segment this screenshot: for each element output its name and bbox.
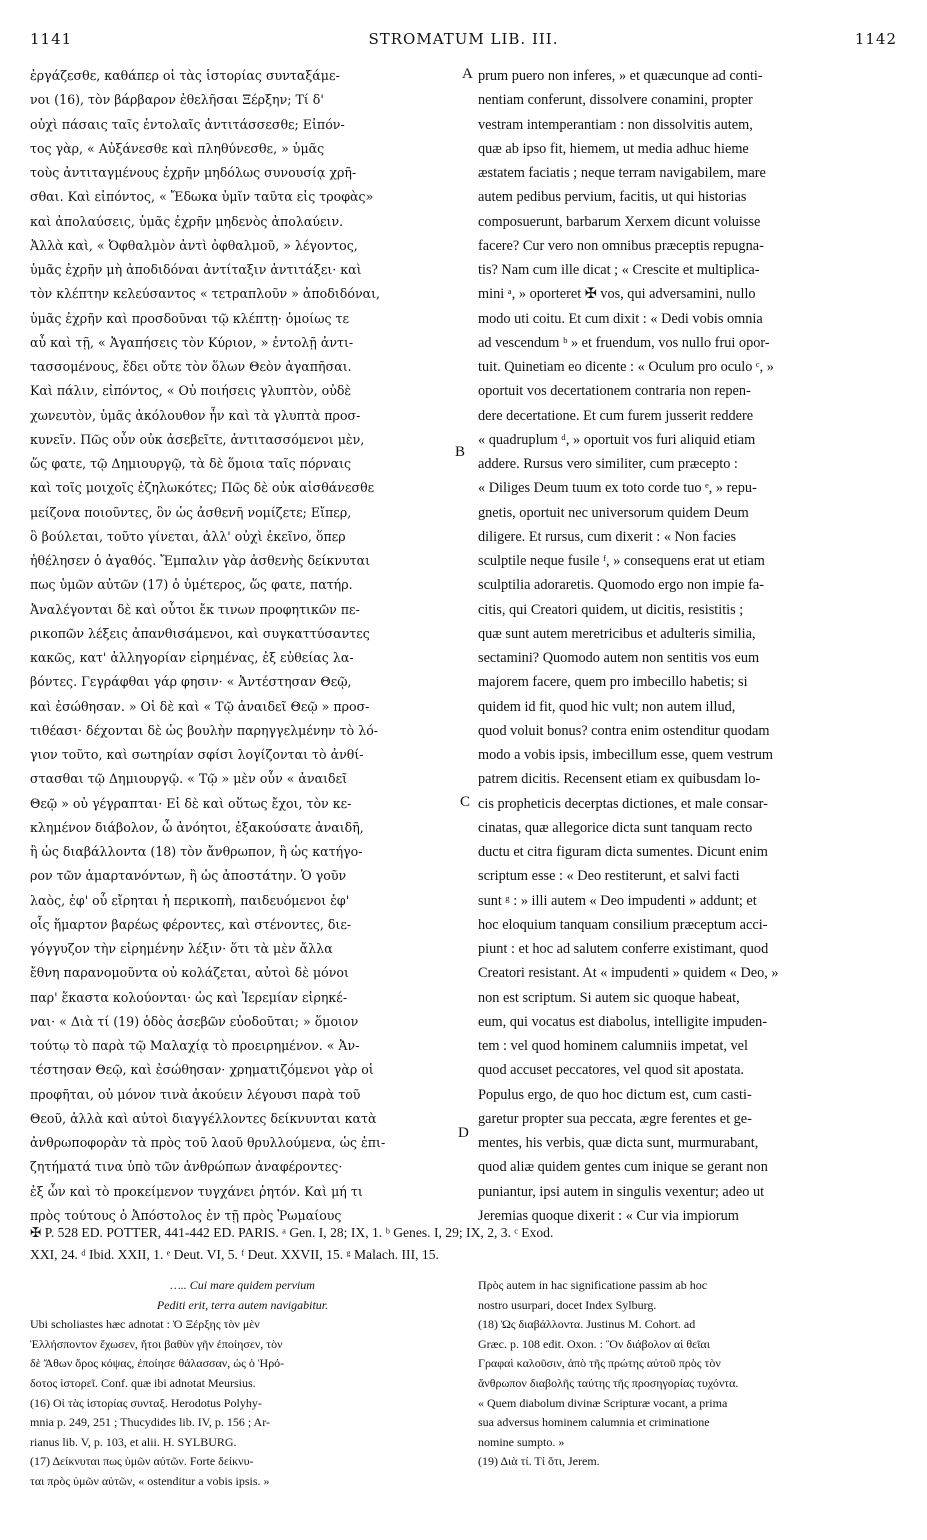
greek-text-line: ναι· « Διὰ τί (19) ὁδὸς ἀσεβῶν εὐοδοῦται; » ὅμοιον xyxy=(30,1013,359,1029)
greek-text-line: βόντες. Γεγράφθαι γάρ φησιν· « Ἀντέστησαν Θεῷ, xyxy=(30,674,352,690)
greek-text-line: νοι (16), τὸν βάρβαρον ἐθελῆσαι Ξέρξην; Τί δ' xyxy=(30,92,324,108)
latin-text-line: patrem dicitis. Recensent etiam ex quibusdam lo- xyxy=(478,771,761,788)
page-number-right: 1142 xyxy=(854,30,897,48)
footnote-line: « Quem diabolum divinæ Scripturæ vocant, a prima xyxy=(478,1395,728,1410)
greek-text-line: κακῶς, κατ' ἀλληγορίαν εἰρημένας, ἐξ εὐθείας λα- xyxy=(30,650,354,665)
latin-text-line: sculptilia adoraretis. Quomodo ergo non impie fa- xyxy=(478,577,765,594)
footnote-line: sua adversus hominem calumnia et criminatione xyxy=(478,1415,710,1430)
greek-text-line: κλημένον διάβολον, ὦ ἀνόητοι, ἐξακούσατε ἀναιδῆ, xyxy=(30,819,364,835)
latin-text-line: mentes, his verbis, quæ dicta sunt, murmurabant, xyxy=(478,1135,759,1151)
footnote-line: mnia p. 249, 251 ; Thucydides lib. IV, p. 156 ; Ar- xyxy=(30,1415,270,1430)
greek-text-line: οὐχὶ πάσαις ταῖς ἐντολαῖς ἀντιτάσσεσθε; Εἰπόν- xyxy=(30,116,345,132)
latin-text-line: puniantur, ipsi autem in singulis vexentur; adeo ut xyxy=(478,1183,765,1200)
greek-text-line: πως ὑμῶν αὐτῶν (17) ὁ ὑμέτερος, ὥς φατε, πατήρ. xyxy=(30,577,353,593)
latin-text-line: quidem id fit, quod hic vult; non autem illud, xyxy=(478,698,736,715)
latin-text-line: dere decertatione. Et cum furem jusserit reddere xyxy=(478,407,754,424)
footnote-line: Ἑλλήσποντον ἔχωσεν, ἤτοι βαθὺν γῆν ἐποίησεν, τὸν xyxy=(30,1336,283,1351)
latin-text-line: Populus ergo, de quo hoc dictum est, cum casti- xyxy=(478,1086,752,1103)
latin-text-line: vestram intemperantiam : non dissolvitis autem, xyxy=(478,116,753,133)
footnote-line: (18) Ὡς διαβάλλοντα. Justinus M. Cohort. ad xyxy=(478,1317,696,1332)
latin-text-line: æstatem faciatis ; neque terram navigabilem, mare xyxy=(478,165,766,181)
latin-text-line: modo a vobis ipsis, imbecillum esse, quem vestrum xyxy=(478,747,774,763)
latin-text-line: quod voluit bonus? contra enim ostenditur quodam xyxy=(478,722,770,739)
footnote-line: Pediti erit, terra autem navigabitur. xyxy=(156,1297,329,1312)
greek-text-line: γόγγυζον τὴν εἰρημένην λέξιν· ὅτι τὰ μὲν ἄλλα xyxy=(30,941,333,956)
latin-text-line: modo uti coitu. Et cum dixit : « Dedi vobis omnia xyxy=(478,310,763,327)
latin-text-line: non est scriptum. Si autem sic quoque habeat, xyxy=(478,989,740,1006)
greek-text-line: χωνευτὸν, ὑμᾶς ἀκόλουθον ἦν καὶ τὰ γλυπτὰ προσ- xyxy=(30,407,361,423)
greek-text-line: ἐξ ὧν καὶ τὸ προκείμενον τυγχάνει ῥητόν. Καὶ μή τι xyxy=(30,1183,363,1199)
latin-text-line: ductu et citra figuram dicta sumentes. Dicunt enim xyxy=(478,844,768,860)
greek-text-line: ἠθέλησεν ὁ ἀγαθός. Ἔμπαλιν γὰρ ἀσθενὴς δείκνυται xyxy=(30,553,371,568)
latin-text-line: cis propheticis decerptas dictiones, et male consar- xyxy=(478,795,768,812)
greek-text-line: αὖ καὶ τῇ, « Ἀγαπήσεις τὸν Κύριον, » ἐντολῇ ἀντι- xyxy=(30,334,354,350)
footnote-line: Græc. p. 108 edit. Oxon. : Ὃν διάβολον αἱ θεῖαι xyxy=(478,1336,710,1351)
latin-text-line: Jeremias quoque dixerit : « Cur via impiorum xyxy=(478,1207,739,1224)
greek-text-line: ὥς φατε, τῷ Δημιουργῷ, τὰ δὲ ὅμοια ταῖς πόρναις xyxy=(30,456,352,471)
greek-text-line: τασσομένους, ἔδει οὔτε τὸν ὅλων Θεὸν ἀγαπῆσαι. xyxy=(30,359,352,374)
footnote-line: (16) Οἱ τὰς ἱστορίας συνταξ. Herodotus Polyhy- xyxy=(30,1395,262,1410)
greek-text-line: ζητήματά τινα ὑπὸ τῶν ἀνθρώπων ἀναφέροντες· xyxy=(30,1159,343,1175)
latin-text-line: « Diliges Deum tuum ex toto corde tuo ᵉ, » repu- xyxy=(478,480,757,497)
greek-text-line: ἔθνη παρανομοῦντα οὐ κολάζεται, αὐτοὶ δὲ μόνοι xyxy=(30,965,349,981)
latin-text-line: prum puero non inferes, » et quæcunque ad conti- xyxy=(478,68,763,84)
greek-text-line: ρον τῶν ἁμαρτανόντων, ἢ ὡς ἀποστάτην. Ὁ γοῦν xyxy=(30,868,347,884)
greek-text-line: Θεοῦ, ἀλλὰ καὶ αὐτοὶ διαγγέλλοντες δείκνυνται κατὰ xyxy=(30,1110,377,1126)
greek-text-line: τούτῳ τὸ παρὰ τῷ Μαλαχίᾳ τὸ προειρημένον. « Ἀν- xyxy=(30,1038,360,1053)
latin-text-line: quod aliæ quidem gentes cum inique se gerant non xyxy=(478,1159,768,1176)
latin-text-line: tis? Nam cum ille dicat ; « Crescite et multiplica- xyxy=(478,262,760,278)
footnote-line: (19) Διὰ τί. Τί ὅτι, Jerem. xyxy=(478,1454,600,1469)
greek-text-line: κυνεῖν. Πῶς οὖν οὐκ ἀσεβεῖτε, ἀντιτασσόμενοι μὲν, xyxy=(30,431,365,447)
greek-text-line: ἐργάζεσθε, καθάπερ οἱ τὰς ἱστορίας συνταξάμε- xyxy=(30,68,340,83)
latin-text-line: addere. Rursus vero similiter, cum præcepto : xyxy=(478,456,738,472)
latin-text-line: quæ sunt autem meretricibus et adulteris similia, xyxy=(478,625,756,642)
footnote-line: δοτος ἱστορεῖ. Conf. quæ ibi adnotat Meursius. xyxy=(30,1375,256,1390)
latin-text-line: scriptum esse : « Deo restiterunt, et salvi facti xyxy=(478,868,740,885)
latin-text-line: « quadruplum ᵈ, » oportuit vos furi aliquid etiam xyxy=(478,431,756,448)
latin-text-line: citis, qui Creatori quidem, ut dicitis, resistitis ; xyxy=(478,601,744,618)
page-number-left: 1141 xyxy=(30,30,73,48)
greek-text-line: τος γὰρ, « Αὐξάνεσθε καὶ πληθύνεσθε, » ὑμᾶς xyxy=(30,140,325,156)
footnote-line: Ubi scholiastes hæc adnotat : Ὁ Ξέρξης τὸν μὲν xyxy=(30,1317,260,1332)
latin-text-line: eum, qui vocatus est diabolus, intelligite impuden- xyxy=(478,1013,768,1030)
greek-text-line: ἢ ὡς διαβάλλοντα (18) τὸν ἄνθρωπον, ἢ ὡς κατήγο- xyxy=(30,844,363,859)
latin-text-line: hoc eloquium tanquam consilium præceptum acci- xyxy=(478,916,768,933)
greek-text-line: ὑμᾶς ἐχρῆν καὶ προσδοῦναι τῷ κλέπτῃ· ὁμοίως τε xyxy=(30,310,350,326)
greek-text-line: τοὺς ἀντιταγμένους ἐχρῆν μηδόλως συνουσίᾳ χρῆ- xyxy=(30,165,357,180)
greek-text-line: γιον τοῦτο, καὶ σωτηρίαν σφίσι λογίζονται τὸ ἀνθί- xyxy=(30,747,364,762)
margin-letter-c: C xyxy=(460,794,471,810)
latin-text-line: quod accuset peccatores, vel quod sit apostata. xyxy=(478,1062,744,1079)
latin-text-line: facere? Cur vero non omnibus præceptis repugna- xyxy=(478,237,764,254)
reference-line: ✠ P. 528 ED. POTTER, 441-442 ED. PARIS. ᵃ Gen. I, 28; IX, 1. ᵇ Genes. I, 29; IX, 2, 3. ᶜ Exod. xyxy=(30,1225,554,1240)
latin-text-line: sectamini? Quomodo autem non sentitis vos eum xyxy=(478,650,760,666)
margin-letter-a: A xyxy=(462,66,473,82)
margin-letter-b: B xyxy=(455,444,466,460)
latin-text-line: autem pedibus pervium, facitis, ut qui historias xyxy=(478,189,747,206)
footnote-line: nomine sumpto. » xyxy=(478,1434,565,1449)
latin-text-line: tem : vel quod hominem calumniis impetat, vel xyxy=(478,1038,749,1054)
latin-text-line: composuerunt, barbarum Xerxem dicunt voluisse xyxy=(478,213,761,230)
latin-text-line: quæ ab ipso fit, hiemem, ut media adhuc hieme xyxy=(478,140,749,157)
greek-text-line: Ἀλλὰ καὶ, « Ὀφθαλμὸν ἀντὶ ὀφθαλμοῦ, » λέγοντος, xyxy=(30,237,358,253)
greek-text-line: Θεῷ » οὐ γέγραπται· Εἰ δὲ καὶ οὕτως ἔχοι, τὸν κε- xyxy=(30,795,352,811)
scripture-references xyxy=(30,1222,897,1266)
greek-text-line: τιθέασι· δέχονται δὲ ὡς βουλὴν παρηγγελμένην τὸ λό- xyxy=(30,722,379,738)
greek-text-line: καὶ ἐσώθησαν. » Οἱ δὲ καὶ « Τῷ ἀναιδεῖ Θεῷ » προσ- xyxy=(30,698,370,714)
reference-line: XXI, 24. ᵈ Ibid. XXII, 1. ᵉ Deut. VI, 5. ᶠ Deut. XXVII, 15. ᵍ Malach. III, 15. xyxy=(30,1247,439,1262)
latin-text-line: diligere. Et rursus, cum dixerit : « Non facies xyxy=(478,528,737,545)
greek-text-line: προφῆται, οὐ μόνον τινὰ ἀκούειν λέγουσι παρὰ τοῦ xyxy=(30,1086,361,1102)
greek-column xyxy=(30,64,455,1223)
footnotes-right xyxy=(478,1276,897,1472)
greek-text-line: πρὸς τούτους ὁ Ἀπόστολος ἐν τῇ πρὸς Ῥωμαίους xyxy=(30,1207,342,1223)
footnote-line: Γραφαὶ καλοῦσιν, ἀπὸ τῆς πρώτης αὐτοῦ πρὸς τὸν xyxy=(478,1356,721,1371)
greek-text-line: καὶ τοῖς μοιχοῖς ἐζηλωκότες; Πῶς δὲ οὐκ αἰσθάνεσθε xyxy=(30,480,375,496)
latin-text-line: mini ᵃ, » oporteret ✠ vos, qui adversamini, nullo xyxy=(478,286,756,303)
greek-text-line: τὸν κλέπτην κελεύσαντος « τετραπλοῦν » ἀποδιδόναι, xyxy=(30,286,381,302)
greek-text-line: σθαι. Καὶ εἰπόντος, « Ἔδωκα ὑμῖν ταῦτα εἰς τροφὰς» xyxy=(30,189,374,205)
latin-text-line: ad vescendum ᵇ » et fruendum, vos nullo frui opor- xyxy=(478,334,770,351)
footnote-line: rianus lib. V, p. 103, et alii. H. SYLBURG. xyxy=(30,1434,237,1449)
footnote-line: ἄνθρωπον διαβολῆς ταύτης τῆς προσηγορίας τυχόντα. xyxy=(478,1375,739,1390)
footnote-line: nostro usurpari, docet Index Sylburg. xyxy=(478,1297,657,1312)
latin-text-line: majorem facere, quem pro imbecillo habetis; si xyxy=(478,674,748,691)
greek-text-line: Καὶ πάλιν, εἰπόντος, « Οὐ ποιήσεις γλυπτὸν, οὐδὲ xyxy=(30,383,352,399)
latin-text-line: sunt ᵍ : » illi autem « Deo impudenti » addunt; et xyxy=(478,892,757,909)
latin-text-line: piunt : et hoc ad salutem conferre existimant, quod xyxy=(478,941,769,957)
greek-text-line: ὑμᾶς ἐχρῆν μὴ ἀποδιδόναι ἀντίταξιν ἀντιτάξει· καὶ xyxy=(30,262,362,277)
latin-text-line: tuit. Quinetiam eo dicente : « Oculum pro oculo ᶜ, » xyxy=(478,359,774,375)
footnotes-left xyxy=(30,1276,455,1492)
greek-text-line: καὶ ἀπολαύσεις, ὑμᾶς ἐχρῆν μηδενὸς ἀπολαύειν. xyxy=(30,213,344,229)
greek-text-line: στασθαι τῷ Δημιουργῷ. « Τῷ » μὲν οὖν « ἀναιδεῖ xyxy=(30,771,348,787)
footnote-line: δὲ Ἄθων ὄρος κόψας, ἐποίησε θάλασσαν, ὡς ὁ Ἡρό- xyxy=(30,1356,285,1371)
greek-text-line: Ἀναλέγονται δὲ καὶ οὗτοι ἔκ τινων προφητικῶν πε- xyxy=(30,601,360,617)
latin-text-line: oportuit vos decertationem contraria non repen- xyxy=(478,383,751,400)
latin-column xyxy=(478,64,897,1224)
footnote-line: ….. Cui mare quidem pervium xyxy=(170,1278,315,1292)
running-title: STROMATUM LIB. III. xyxy=(368,30,559,48)
footnote-line: ται πρὸς ὑμῶν αὐτῶν, « ostenditur a vobis ipsis. » xyxy=(30,1473,270,1488)
greek-text-line: μείζονα ποιοῦντες, ὃν ὡς ἀσθενῆ νομίζετε; Εἴπερ, xyxy=(30,504,352,520)
page-header xyxy=(30,30,897,54)
greek-text-line: ρικοπῶν λέξεις ἀπανθισάμενοι, καὶ συγκαττύσαντες xyxy=(30,625,370,641)
greek-text-line: τέστησαν Θεῷ, καὶ ἐσώθησαν· χρηματιζόμενοι γὰρ οἱ xyxy=(30,1062,374,1078)
greek-text-line: οἷς ἥμαρτον βαρέως φέροντες, καὶ στένοντες, διε- xyxy=(30,916,352,932)
latin-text-line: nentiam conferunt, dissolvere conamini, propter xyxy=(478,92,753,109)
latin-text-line: garetur propter sua peccata, ægre ferentes et ge- xyxy=(478,1110,752,1127)
footnote-line: (17) Δείκνυται πως ὑμῶν αὐτῶν. Forte δείκνυ- xyxy=(30,1454,254,1469)
latin-text-line: gnetis, oportuit nec universorum quidem Deum xyxy=(478,504,749,521)
margin-letter-d: D xyxy=(458,1125,469,1141)
greek-text-line: ἀνθρωποφορὰν τὰ πρὸς τοῦ λαοῦ θρυλλούμενα, ὡς ἐπι- xyxy=(30,1135,386,1150)
latin-text-line: Creatori resistant. At « impudenti » quidem « Deo, » xyxy=(478,965,779,982)
greek-text-line: ὃ βούλεται, τοῦτο γίνεται, ἀλλ' οὐχὶ ἐκεῖνο, ὅπερ xyxy=(30,528,346,544)
latin-text-line: cinatas, quæ allegorice dicta sunt tanquam recto xyxy=(478,819,753,836)
latin-text-line: sculptile neque fusile ᶠ, » consequens erat ut etiam xyxy=(478,553,765,569)
greek-text-line: λαὸς, ἐφ' οὗ εἴρηται ἡ περικοπὴ, παιδευόμενοι ἐφ' xyxy=(30,892,350,908)
footnote-line: Πρὸς autem in hac significatione passim ab hoc xyxy=(478,1278,708,1292)
greek-text-line: παρ' ἕκαστα κολούονται· ὡς καὶ Ἱερεμίαν εἰρηκέ- xyxy=(30,989,348,1005)
